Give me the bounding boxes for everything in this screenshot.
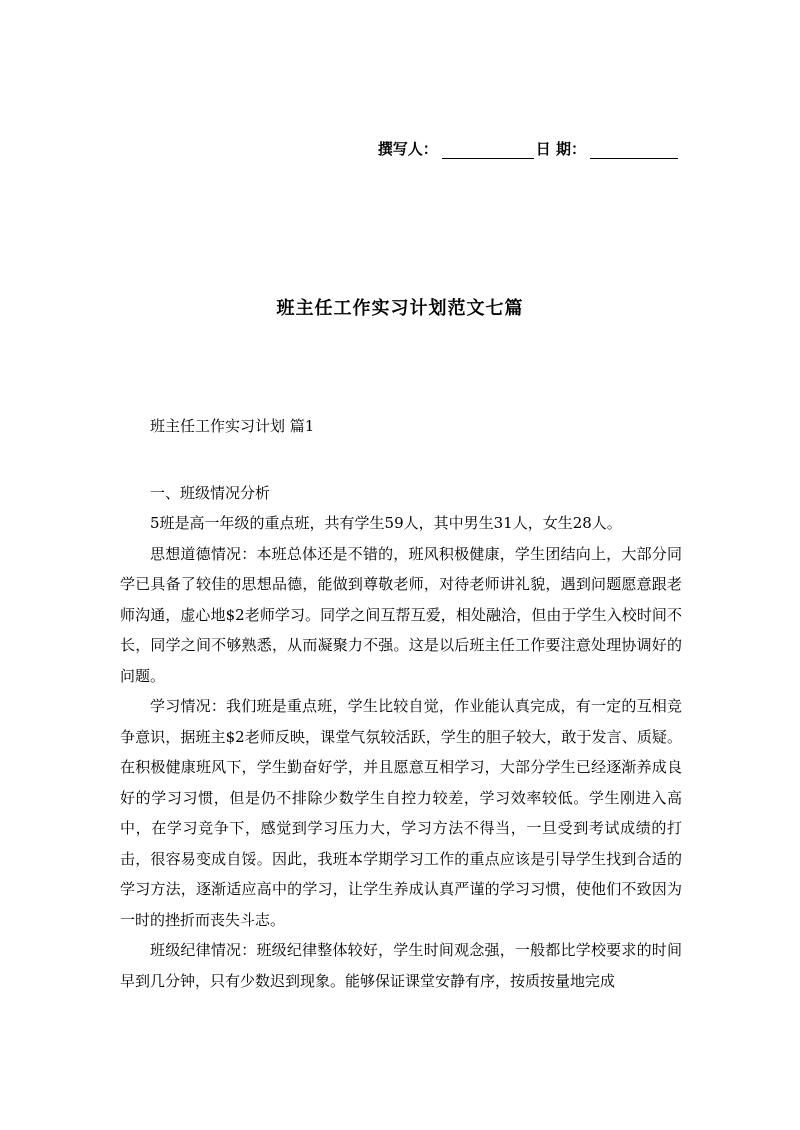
- date-blank: [590, 142, 678, 159]
- document-title: 班主任工作实习计划范文七篇: [276, 298, 524, 319]
- paragraph: 班级纪律情况：班级纪律整体较好，学生时间观念强，一般都比学校要求的时间早到几分钟，只有少数迟到现象。能够保证课堂安静有序，按质按量地完成: [120, 941, 682, 990]
- paragraph: 学习情况：我们班是重点班，学生比较自觉，作业能认真完成，有一定的互相竞争意识，据班主$2老师反映，课堂气氛较活跃，学生的胆子较大，敢于发言、质疑。在积极健康班风下，学生勤奋好学，并且愿意互相学习，大部分学生已经逐渐养成良好的学习习惯，但是仍不排除少数学生自控力较差，学习效率较低。学生刚进入高中，在学习竞争下，感觉到学习压力大，学习方法不得当，一旦受到考试成绩的打击，很容易变成自馁。因此，我班本学期学习工作的重点应该是引导学生找到合适的学习方法，逐渐适应高中的学习，让学生养成认真严谨的学习习惯，使他们不致因为一时的挫折而丧失斗志。: [120, 697, 682, 929]
- body-text: [120, 508, 682, 996]
- paragraph: 思想道德情况：本班总体还是不错的，班风积极健康，学生团结向上，大部分同学已具备了较佳的思想品德，能做到尊敬老师，对待老师讲礼貌，遇到问题愿意跟老师沟通，虚心地$2老师学习。同学之间互帮互爱，相处融洽，但由于学生入校时间不长，同学之间不够熟悉，从而凝聚力不强。这是以后班主任工作要注意处理协调好的问题。: [120, 544, 682, 685]
- section-heading: 一、班级情况分析: [150, 484, 271, 502]
- paragraph: 5班是高一年级的重点班，共有学生59人，其中男生31人，女生28人。: [150, 514, 622, 532]
- document-subtitle: 班主任工作实习计划 篇1: [150, 417, 315, 435]
- date-label: 日 期：: [535, 140, 586, 158]
- header-signature-line: [378, 138, 680, 159]
- author-blank: [442, 142, 534, 159]
- author-label: 撰写人：: [377, 140, 438, 158]
